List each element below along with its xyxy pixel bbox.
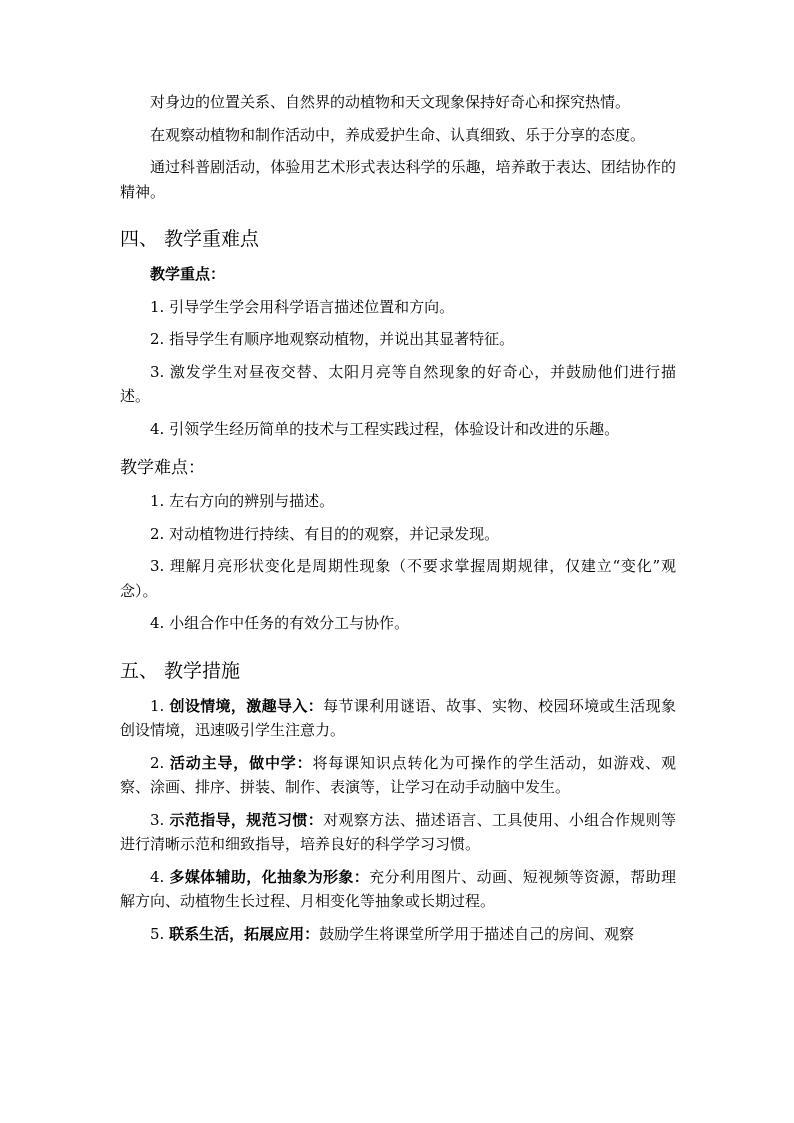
measure-number: 4. bbox=[150, 867, 170, 886]
intro-paragraph-1: 对身边的位置关系、自然界的动植物和天文现象保持好奇心和探究热情。 bbox=[150, 93, 631, 111]
measure-number: 3. bbox=[150, 810, 170, 829]
difficult-point-3: 3. 理解月亮形状变化是周期性现象（不要求掌握周期规律，仅建立“变化”观念）。 bbox=[120, 557, 676, 600]
key-point-3: 3. 激发学生对昼夜交替、太阳月亮等自然现象的好奇心，并鼓励他们进行描述。 bbox=[120, 362, 676, 405]
measure-title: 示范指导，规范习惯： bbox=[169, 810, 324, 829]
key-point-1: 1. 引导学生学会用科学语言描述位置和方向。 bbox=[150, 297, 455, 316]
measure-body: 每节课利用谜语、故事、实物、校园环境或生活现象创设情境，迅速吸引学生注意力。 bbox=[120, 696, 676, 739]
intro-paragraph-2: 在观察动植物和制作活动中，养成爱护生命、认真细致、乐于分享的态度。 bbox=[150, 125, 646, 144]
measure-1 bbox=[120, 694, 676, 743]
measure-title: 多媒体辅助，化抽象为形象： bbox=[169, 867, 370, 886]
measure-body: 充分利用图片、动画、短视频等资源，帮助理解方向、动植物生长过程、月相变化等抽象或长期过程。 bbox=[120, 867, 676, 910]
difficult-point-1: 1. 左右方向的辨别与描述。 bbox=[150, 492, 335, 510]
measure-4 bbox=[120, 865, 676, 914]
measure-number: 5. bbox=[150, 924, 170, 943]
measure-3 bbox=[120, 808, 676, 857]
measure-title: 活动主导，做中学： bbox=[169, 753, 313, 772]
key-point-2: 2. 指导学生有顺序地观察动植物，并说出其显著特征。 bbox=[150, 330, 515, 348]
measure-body: 将每课知识点转化为可操作的学生活动，如游戏、观察、涂画、排序、拼装、制作、表演等，让学习在动手动脑中发生。 bbox=[120, 753, 676, 796]
measure-title: 联系生活，拓展应用： bbox=[169, 924, 320, 943]
difficult-point-4: 4. 小组合作中任务的有效分工与协作。 bbox=[150, 614, 410, 632]
measure-body: 对观察方法、描述语言、工具使用、小组合作规则等进行清晰示范和细致指导，培养良好的科学学习习惯。 bbox=[120, 810, 676, 853]
intro-paragraph-3: 通过科普剧活动，体验用艺术形式表达科学的乐趣，培养敢于表达、团结协作的精神。 bbox=[120, 158, 676, 201]
difficult-points-label: 教学难点： bbox=[120, 458, 205, 478]
section-5-heading: 五、 教学措施 bbox=[120, 659, 241, 682]
measure-2 bbox=[120, 751, 676, 800]
key-point-4: 4. 引领学生经历简单的技术与工程实践过程，体验设计和改进的乐趣。 bbox=[150, 419, 620, 438]
measure-number: 2. bbox=[150, 753, 170, 772]
measure-title: 创设情境，激趣导入： bbox=[169, 696, 324, 715]
section-4-heading: 四、 教学重难点 bbox=[120, 228, 260, 250]
document-content bbox=[120, 90, 676, 954]
measure-number: 1. bbox=[150, 696, 170, 715]
key-points-label: 教学重点： bbox=[150, 265, 226, 283]
measure-5 bbox=[120, 922, 676, 947]
difficult-point-2: 2. 对动植物进行持续、有目的的观察，并记录发现。 bbox=[150, 524, 500, 543]
measure-body: 鼓励学生将课堂所学用于描述自己的房间、观察 bbox=[319, 924, 635, 943]
